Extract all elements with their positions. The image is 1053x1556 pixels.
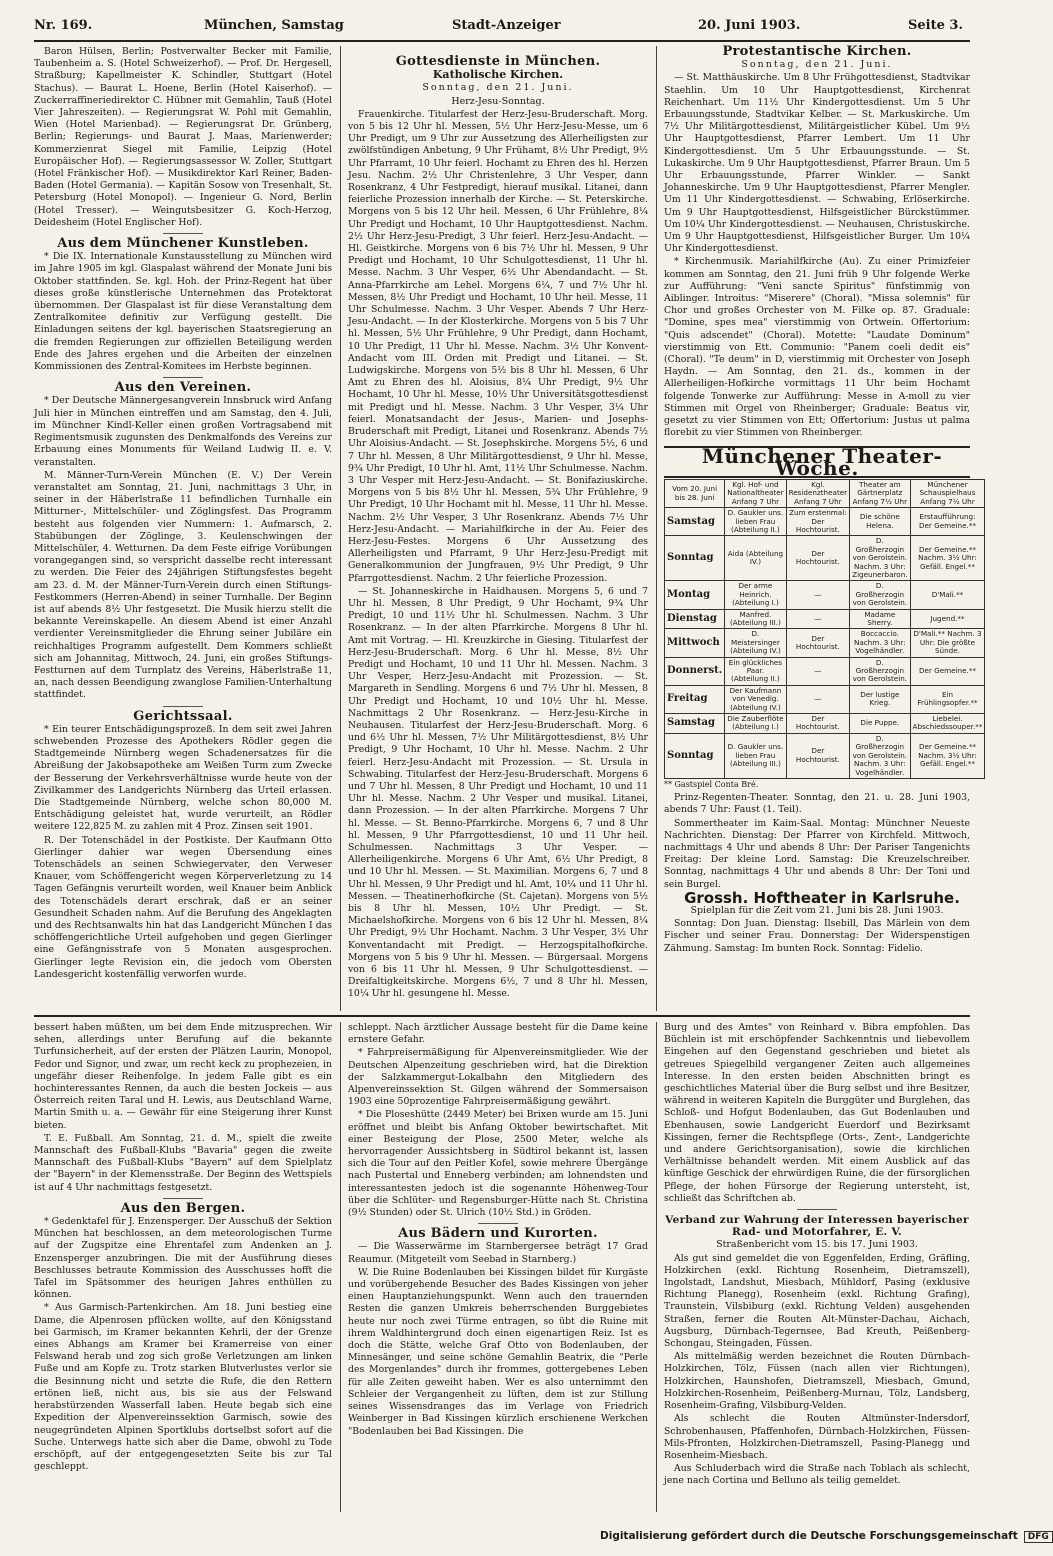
road-report-bad: Als schlecht die Routen Altmünster-Indersdorf, Schrobenhausen, Pfaffenhofen, Dürnbach-Holzkirchen, Füssen-Mils-Pfronten, Holzkirchen-Dietramszell, Pasing-Planegg und Rosenheim-Miesbach. — [664, 1413, 970, 1461]
karlsruhe-title: Grossh. Hoftheater in Karlsruhe. — [684, 888, 960, 907]
article-gericht-1: * Ein teurer Entschädigungsprozeß. In dem seit zwei Jahren schwebenden Prozesse des Apothekers Rödler gegen die Stadtgemeinde Nürnberg wegen Schadenersatzes für die Abreißung der Jakobsapotheke am Weißen Turm zum Zwecke der Besserung der Verkehrsverhältnisse wurde heute von der Zivilkammer des Landgerichts Nürnberg das Urteil erlassen. Die Stadtgemeinde Nürnberg, welche schon 80,000 M. Entschädigung geleistet hat, wurde verurteilt, an Rödler weitere 122,825 M. zu zahlen mit 4 Proz. Zinsen seit 1901. — [34, 723, 332, 833]
column-rule — [656, 1022, 657, 1512]
table-cell: Der Hochtourist. — [786, 536, 850, 581]
table-cell: Der Hochtourist. — [786, 714, 850, 734]
table-cell: D. Großherzogin von Gerolstein. — [850, 581, 910, 609]
table-row — [665, 508, 985, 536]
table-cell: — — [786, 581, 850, 609]
table-cell: Erstaufführung: Der Gemeine.** — [910, 508, 985, 536]
issue-date: 20. Juni 1903. — [698, 18, 801, 33]
day-cell: Mittwoch — [665, 629, 725, 657]
day-cell: Samstag — [665, 714, 725, 734]
city-day: München, Samstag — [204, 18, 344, 33]
heading-katholische: Katholische Kirchen. — [432, 68, 564, 82]
article-continuation: schleppt. Nach ärztlicher Aussage besteht für die Dame keine ernstere Gefahr. — [348, 1022, 648, 1046]
prinzregenten-theater: Prinz-Regenten-Theater. Sonntag, den 21. u. 28. Juni 1903, abends 7 Uhr: Faust (1. Teil). — [664, 792, 970, 816]
theater-col-national: Kgl. Hof- und Nationaltheater Anfang 7 Uhr — [725, 479, 786, 507]
section-radfahrer: Verband zur Wahrung der Interessen bayerischer Rad- und Motorfahrer, E. V. — [665, 1214, 969, 1239]
column-rule — [340, 46, 341, 1011]
issue-number: Nr. 169. — [34, 18, 93, 33]
table-cell: Die Puppe. — [850, 714, 910, 734]
table-cell: Jugend.** — [910, 609, 985, 629]
protestant-services: — St. Matthäuskirche. Um 8 Uhr Frühgottesdienst, Stadtvikar Staehlin. Um 10 Uhr Hauptgottesdienst, Kirchenrat Reichenhart. Um 11½ Uhr Kindergottesdienst. Um 5 Uhr Erbauungsstunde, Stadtvikar Kelber. — St. Markuskirche. Um 7½ Uhr Militärgottesdienst, Militärgeistlicher Kübel. Um 9½ Uhr Hauptgottesdienst, Pfarrer Lembert. Um 11 Uhr Kindergottesdienst. Um 5 Uhr Erbauungsstunde. — St. Lukaskirche. Um 9 Uhr Hauptgottesdienst, Pfarrer Braun. Um 5 Uhr Erbauungsstunde, Pfarrer Winkler. — Sankt Johanneskirche. Um 9 Uhr Hauptgottesdienst, Pfarrer Mengler. Um 11 Uhr Kindergottesdienst. — Schwabing, Erlöserkirche. Um 9 Uhr Hauptgottesdienst, Hilfsgeistlicher Bürckstümmer. Um 10¼ Uhr Kindergottesdienst. — Neuhausen, Christuskirche. Um 9 Uhr Hauptgottesdienst, Hilfsgeistlicher Burger. Um 10¼ Uhr Kindergottesdienst. — [664, 72, 970, 255]
table-row — [665, 685, 985, 713]
divider — [163, 1198, 203, 1199]
table-cell: Liebelei. Abschiedssouper.** — [910, 714, 985, 734]
table-cell: Madame Sherry. — [850, 609, 910, 629]
section-protestantische: Protestantische Kirchen. — [722, 44, 912, 59]
bottom-column-3 — [664, 1022, 970, 1512]
table-cell: Ein glückliches Paar. (Abteilung II.) — [725, 657, 786, 685]
catholic-services-2: — St. Johanneskirche in Haidhausen. Morgens 5, 6 und 7 Uhr hl. Messen, 8 Uhr Predigt, 9 Uhr Hochamt, 9¾ Uhr Predigt, 10 und 11½ Uhr hl. Schulmessen. Nachm. 3 Uhr Rosenkranz. — In der alten Pfarrkirche. Morgens 8 Uhr hl. Amt mit Vortrag. — Hl. Kreuzkirche in Giesing. Titularfest der Herz-Jesu-Bruderschaft. Morg. 6 Uhr hl. Messe, 8½ Uhr Predigt und Hochamt, 10 und 11 Uhr hl. Messen. Nachm. 3 Uhr Vesper, Herz-Jesu-Andacht mit Prozession. — St. Margareth in Sendling. Morgens 6 und 7½ Uhr hl. Messen, 8 Uhr Predigt und Hochamt, 10 und 10½ Uhr hl. Messe. Nachmittags 2 Uhr Rosenkranz. — Herz-Jesu-Kirche in Neuhausen. Titularfest der Herz-Jesu-Bruderschaft. Morg. 6 und 6½ Uhr hl. Messen, 7½ Uhr Militärgottesdienst, 8½ Uhr Predigt, 9 Uhr Hochamt, 10 Uhr hl. Messe. Nachm. 2 Uhr feierl. Herz-Jesu-Andacht mit Prozession. — St. Ursula in Schwabing. Titularfest der Herz-Jesu-Bruderschaft. Morgens 6 und 7 Uhr hl. Messen, 8 Uhr Predigt und Hochamt, 10 und 11 Uhr hl. Messe. Nachm. 2 Uhr Vesper und musikal. Litanei, dann Prozession. — In der alten Pfarrkirche. Morgens 7 Uhr hl. Messe. — St. Benno-Pfarrkirche. Morgens 6, 7 und 8 Uhr hl. Messen, 9 Uhr Pfarrgottesdienst, 10 und 11 Uhr heil. Schulmessen. Nachmittags 3 Uhr Vesper. — Allerheiligenkirche. Morgens 6 Uhr Amt, 6½ Uhr Predigt, 8 und 10 Uhr hl. Messen. — St. Maximilian. Morgens 6, 7 und 8 Uhr hl. Messen, 9 Uhr Predigt und hl. Amt, 10¼ und 11 Uhr hl. Messen. — Theatinerhofkirche (St. Cajetan). Morgens von 5½ bis 8 Uhr hl. Messen, 10½ Uhr Predigt. — St. Michaelshofkirche. Morgens von 6 bis 12 Uhr hl. Messen, 8¼ Uhr Predigt, 9½ Uhr Hochamt. Nachm. 3 Uhr Vesper, 3½ Uhr Konventandacht mit Predigt. — Herzogspitalhofkirche. Morgens von 5 bis 9 Uhr hl. Messen. — Bürgersaal. Morgens von 6 bis 11 Uhr hl. Messen, 9 Uhr Schulgottesdienst. — Dreifaltigkeitskirche. Morgens 6½, 7 und 8 Uhr hl. Messen, 10¼ Uhr hl. gesungene hl. Messe. — [348, 585, 648, 1000]
feast-name: Herz-Jesu-Sonntag. — [451, 95, 545, 107]
table-cell: D'Mali.** Nachm. 3 Uhr: Die größte Sünde. — [910, 629, 985, 657]
theater-col-residenz: Kgl. Residenztheater Anfang 7 Uhr — [786, 479, 850, 507]
article-rennen: bessert haben müßten, um bei dem Ende mitzusprechen. Wir sehen, allerdings unter Berufung auf die bekannte Turfunsicherheit, auf der ersten der Plätzen Laurin, Monopol, Fedor und Signor, und zwar, um recht keck zu prophezeien, in ungefähr dieser Reihenfolge. In jedem Falle gibt es ein hochinteressantes Rennen, da auch die besten Jockeis — aus Österreich reiten Taral und H. Lewis, aus Deutschland Warne, Martin Smith u. a. — Gewähr für eine Steigerung ihrer Kunst bieten. — [34, 1022, 332, 1131]
article-bodenlauben-cont: Burg und des Amtes" von Reinhard v. Bibra empfohlen. Das Büchlein ist mit erschöpfender Sachkenntnis und liebevollem Eingehen auf den Gegenstand geschrieben und bietet als getreues Spiegelbild vergangener Zeiten auch allgemeines Interesse. In den ersten beiden Abschnitten bringt es geschichtliches Material über die Burg selbst und ihre Besitzer, während in weiteren Kapiteln die Burggüter und Burglehen, das Schloß- und Hofgut Bodenlauben, das Gut Bodenlauben und Ebenhausen, sowie Landgericht Euerdorf und Bezirksamt Kissingen, ferner die Rechtspflege (Orts-, Zent-, Landgerichte und andere Gerichtsorganisation), sowie die kirchlichen Verhältnisse behandelt werden. Mit einem Ausblick auf das künftige Geschick der ehrwürdigen Ruine, die der fürsorglichen Pflege, der hohen Fürsorge der Regierung untersteht, ist, schließt das Schriftchen ab. — [664, 1022, 970, 1204]
theater-table — [664, 479, 985, 779]
theater-col-period: Vom 20. Juni bis 28. Juni — [665, 479, 725, 507]
column-rule — [340, 1022, 341, 1512]
catholic-services-1: Frauenkirche. Titularfest der Herz-Jesu-Bruderschaft. Morg. von 5 bis 12 Uhr hl. Messen, 5½ Uhr Herz-Jesu-Messe, um 6 Uhr Predigt, um 9 Uhr zur Aussetzung des Allerheiligsten zur zwölfstündigen Anbetung, 9 Uhr Frühamt, 8½ Uhr Predigt, 9½ Uhr Pfarramt, 10 Uhr feierl. Hochamt zu Ehren des hl. Herzen Jesu. Nachm. 2½ Uhr Christenlehre, 3 Uhr Vesper, dann Rosenkranz, 4 Uhr Festpredigt, hierauf musikal. Litanei, dann feierliche Prozession innerhalb der Kirche. — St. Peterskirche. Morgens von 5 bis 12 Uhr heil. Messen, 6 Uhr Frühlehre, 8¼ Uhr Predigt und Hochamt, 10 Uhr Hauptgottesdienst. Nachm. 2½ Uhr Herz-Jesu-Predigt, 3 Uhr feierl. Herz-Jesu-Andacht. — Hl. Geistkirche. Morgens von 6 bis 7½ Uhr hl. Messen, 9 Uhr Predigt und Hochamt, 10 Uhr Schulgottesdienst, 11 Uhr hl. Messe. Nachm. 3 Uhr Vesper, 6½ Uhr Abendandacht. — St. Anna-Pfarrkirche am Lehel. Morgens 6¼, 7 und 7½ Uhr hl. Messen, 8½ Uhr Predigt und Hochamt, 10 Uhr heil. Messe, 11 Uhr Schulmesse. Nachm. 3 Uhr Vesper. Abends 7 Uhr Herz-Jesu-Andacht. — In der Klosterkirche. Morgens von 5 bis 7 Uhr hl. Messen, 5½ Uhr Frühlehre, 9 Uhr Predigt, dann Hochamt, 10 Uhr Predigt, 11 Uhr hl. Messe. Nachm. 3½ Uhr Konvent-Andacht vom III. Orden mit Predigt und Litanei. — St. Ludwigskirche. Morgens von 5½ bis 8 Uhr hl. Messen, 6 Uhr Amt zu Ehren des hl. Aloisius, 8¼ Uhr Predigt, 9½ Uhr Hochamt, 10 Uhr hl. Messe, 10½ Uhr Universitätsgottesdienst mit Predigt und hl. Messe. Nachm. 3 Uhr Vesper, 3¼ Uhr feierl. Monatsandacht der Jesus-, Marien- und Josephs-Bruderschaft mit Predigt, Litanei und Rosenkranz. Abends 7½ Uhr Aloisius-Andacht. — St. Josephskirche. Morgens 5½, 6 und 7 Uhr hl. Messen, 8 Uhr Militärgottesdienst, 9 Uhr hl. Messe, 9¾ Uhr Predigt, 10 Uhr hl. Amt, 11½ Uhr Schulmesse. Nachm. 3 Uhr Vesper mit Herz-Jesu-Andacht. — St. Bonifaziuskirche. Morgens von 5 bis 8½ Uhr hl. Messen, 5¾ Uhr Frühlehre, 9 Uhr Predigt, 10 Uhr Hochamt mit hl. Messe, 11 Uhr hl. Messe. Nachm. 2½ Uhr Vesper, 3 Uhr Rosenkranz. Abends 7½ Uhr Herz-Jesu-Andacht. — Mariahilfkirche in der Au. Feier des Herz-Jesu-Festes. Morgens 6 Uhr Aussetzung des Allerheiligsten und Pfarramt, 9 Uhr Herz-Jesu-Predigt mit Generalkommunion der Jungfrauen, 9½ Uhr Predigt, 9 Uhr Pfarrgottesdienst. Nachm. 2 Uhr feierliche Prozession. — [348, 108, 648, 584]
day-cell: Freitag — [665, 685, 725, 713]
table-cell: Zum erstenmal: Der Hochtourist. — [786, 508, 850, 536]
table-cell: Manfred. (Abteilung III.) — [725, 609, 786, 629]
paper-name: Stadt-Anzeiger — [452, 18, 561, 33]
bottom-column-1 — [34, 1022, 332, 1512]
divider — [163, 233, 203, 234]
theater-table-body — [665, 508, 985, 779]
digitization-footer — [600, 1530, 1053, 1543]
divider — [797, 1209, 837, 1210]
section-kunstleben: Aus dem Münchener Kunstleben. — [57, 236, 309, 252]
section-bergen: Aus den Bergen. — [120, 1200, 246, 1216]
theater-week-title: Münchener Theater-Woche. — [664, 446, 970, 478]
table-cell: Die schöne Helena. — [850, 508, 910, 536]
section-vereine: Aus den Vereinen. — [114, 380, 252, 396]
column-rule — [656, 46, 657, 1011]
table-cell: D. Großherzogin von Gerolstein. Nachm. 3 Uhr: Vogelhändler. — [850, 733, 910, 778]
section-baedern: Aus Bädern und Kurorten. — [398, 1226, 598, 1242]
table-cell: D. Großherzogin von Gerolstein. Nachm. 3 Uhr: Zigeunerbaron. — [850, 536, 910, 581]
day-cell: Sonntag — [665, 733, 725, 778]
theater-footnote: ** Gastspiel Conta Bré. — [664, 779, 759, 789]
table-cell: Der Gemeine.** — [910, 657, 985, 685]
theater-table-header — [665, 479, 985, 507]
table-cell: Der Kaufmann von Venedig. (Abteilung IV.) — [725, 685, 786, 713]
table-cell: D. Gaukler uns. lieben Frau (Abteilung II.) — [725, 508, 786, 536]
divider — [478, 1223, 518, 1224]
table-row — [665, 629, 985, 657]
article-plosehuette: * Die Ploseshütte (2449 Meter) bei Brixen wurde am 15. Juni eröffnet und bleibt bis Anfang Oktober bewirtschaftet. Mit einer Besteigung der Plose, 2500 Meter, welche als hervorragender Aussichtsberg in Südtirol bekannt ist, lassen sich die Tour auf den Peitler Kofel, sowie mehrere Übergänge nach Pustertal und Enneberg verbinden; am lohnendsten und interessantesten jedoch ist die sogenannte Höhenweg-Tour über die Schlüter- und Regensburger-Hütte nach St. Christina (9½ Stunden) oder St. Ulrich (10½ Std.) in Gröden. — [348, 1109, 648, 1219]
section-gerichtssaal: Gerichtssaal. — [133, 708, 233, 724]
table-cell: D'Mali.** — [910, 581, 985, 609]
table-cell: Der lustige Krieg. — [850, 685, 910, 713]
table-cell: Der Gemeine.** Nachm. 3½ Uhr: Gefäll. Engel.** — [910, 733, 985, 778]
table-cell: D. Meistersinger (Abteilung IV.) — [725, 629, 786, 657]
theater-col-gaertnerplatz: Theater am Gärtnerplatz Anfang 7½ Uhr — [850, 479, 910, 507]
day-cell: Donnerst. — [665, 657, 725, 685]
article-vereine-2: M. Männer-Turn-Verein München (E. V.) Der Verein veranstaltet am Sonntag, 21. Juni, nachmittags 3 Uhr, in seiner in der Häberlstraße 11 befindlichen Turnhalle ein Mitturner-, Mittelschüler- und Zöglingsfest. Das Programm besteht aus folgenden vier Nummern: 1. Aufmarsch, 2. Stabübungen der Zöglinge, 3. Keulenschwingen der Mittelschüler, 4. Wetturnen. Da dem Feste eifrige Vorübungen vorangegangen sind, so verspricht dasselbe recht interessant zu werden. Die Feier des 24jährigen Stiftungsfestes begeht am 23. d. M. der Männer-Turn-Verein durch einen Stiftungs-Festkommers (Herren-Abend) in seiner Turnhalle. Der Beginn ist auf abends 8½ Uhr festgesetzt. Die Musik hierzu stellt die bekannte Vereinskapelle. An diesem Abend ist einer Anzahl verdienter Vereinsmitglieder die Ehrung seiner Jubiläre ein reichhaltiges Programm aufgestellt. Dem Kommers schließt sich am Johannitag, Mittwoch, 24. Juni, ein großes Stiftungs-Festturnen auf dem Turnplatz des Vereins, Häberlstraße 11, an, nach dessen Beendigung zwanglose Familien-Unterhaltung stattfindet. — [34, 469, 332, 701]
road-report-good: Als gut sind gemeldet die von Eggenfelden, Erding, Gräfling, Holzkirchen (exkl. Richtung Rosenheim, Dietramszell), Ingolstadt, Landshut, Miesbach, Mühldorf, Pasing (exklusive Richtung Planegg), Rosenheim (exkl. Richtung Grafing), Traunstein, Vilsbiburg (exkl. Richtung Velden) ausgehenden Straßen, ferner die Routen Alt-Münster-Dachau, Aichach, Augsburg, Dürnbach-Tegernsee, Bad Kreuth, Peißenberg-Schongau, Steingaden, Füssen. — [664, 1252, 970, 1350]
table-row — [665, 536, 985, 581]
day-cell: Sonntag — [665, 536, 725, 581]
page-number: Seite 3. — [908, 18, 963, 33]
karlsruhe-program: Sonntag: Don Juan. Dienstag: Ilsebill, Das Märlein von dem Fischer und seiner Frau. Donnerstag: Der Widerspenstigen Zähmung. Samstag: Im bunten Rock. Sonntag: Fidelio. — [664, 918, 970, 954]
day-cell: Montag — [665, 581, 725, 609]
divider — [163, 377, 203, 378]
article-kirchenmusik: * Kirchenmusik. Mariahilfkirche (Au). Zu einer Primizfeier kommen am Sonntag, den 21. Juni früh 9 Uhr folgende Werke zur Aufführung: "Veni sancte Spiritus" fünfstimmig von Aiblinger. Introitus: "Miserere" (Choral). "Missa solemnis" für Chor und großes Orchester von M. Filke op. 87. Graduale: "Domine, spes mea" vierstimmig von Ortwein. Offertorium: "Quis adscendet" (Choral). Motette: "Laudate Dominum" vierstimmig von Ett. Communio: "Panem coeli dedit eis" (Choral). "Te deum" in D, vierstimmig mit Orchester von Joseph Haydn. — Am Sonntag, den 21. ds., kommen in der Allerheiligen-Hofkirche vormittags 11 Uhr beim Hochamt folgende Tonwerke zur Aufführung: Messe in A-moll zu vier Stimmen mit Orgel von Rheinberger; Graduale: Beatus vir, gesetzt zu vier Stimmen von Ett; Offertorium: Justus ut palma florebit zu vier Stimmen von Rheinberger. — [664, 256, 970, 439]
road-report-schluderbach: Aus Schluderbach wird die Straße nach Toblach als schlecht, jene nach Cortina und Belluno als teilig gemeldet. — [664, 1463, 970, 1487]
footer-text: Digitalisierung gefördert durch die Deutsche Forschungsgemeinschaft — [600, 1530, 1018, 1542]
article-gericht-2: R. Der Totenschädel in der Postkiste. Der Kaufmann Otto Gierlinger dahier war wegen Übersendung eines Totenschädels an seinen Schwiegervater, den Verweser Knauer, vom Schöffengericht wegen Körperverletzung zu 14 Tagen Gefängnis verurteilt worden, weil Knauer beim Anblick des Totenschädels derart erschrak, daß er an seiner Gesundheit Schaden nahm. Auf die Berufung des Angeklagten und des Rechtsanwalts hin hat das Landgericht München I das schöffengerichtliche Urteil aufgehoben und gegen Gierlinger eine Gefängnisstrafe von 5 Monaten ausgesprochen. Gierlinger legte Revision ein, die jedoch vom Obersten Landesgericht kostenfällig verworfen wurde. — [34, 834, 332, 980]
table-cell: Der Hochtourist. — [786, 629, 850, 657]
article-gedenktafel: * Gedenktafel für J. Enzensperger. Der Ausschuß der Sektion München hat beschlossen, an dem meteorologischen Turme auf der Zugspitze eine Ehrentafel zum Andenken an J. Enzensperger anzubringen. Die mit der Ausführung dieses Beschlusses betraute Kommission des Ausschusses hofft die Tafel im Spätsommer des heurigen Jahres enthüllen zu können. — [34, 1216, 332, 1301]
table-row — [665, 657, 985, 685]
karlsruhe-subtitle: Spielplan für die Zeit vom 21. Juni bis 28. Juni 1903. — [690, 904, 944, 916]
table-cell: — — [786, 685, 850, 713]
table-cell: Boccaccio. Nachm. 3 Uhr: Vogelhändler. — [850, 629, 910, 657]
table-cell: Der arme Heinrich. (Abteilung I.) — [725, 581, 786, 609]
section-gottesdienste: Gottesdienste in München. — [395, 54, 601, 69]
article-kunst: * Die IX. Internationale Kunstausstellung zu München wird im Jahre 1905 im kgl. Glaspalast während der Monate Juni bis Oktober stattfinden. Se. kgl. Hoh. der Prinz-Regent hat über dieses große künstlerische Unternehmen das Protektorat übernommen. Der Glaspalast ist für diese Veranstaltung dem Zentralkomitee definitiv zur Verfügung gestellt. Die Einladungen seitens der kgl. bayerischen Staatsregierung an die fremden Regierungen zur offiziellen Beteiligung werden Ende des Jahres ergehen und die Arbeiten der einzelnen Kommissionen des Zentral-Komitees im Herbste beginnen. — [34, 251, 332, 373]
table-cell: D. Großherzogin von Gerolstein. — [850, 657, 910, 685]
sunday-date: Sonntag, den 21. Juni. — [422, 82, 574, 94]
day-cell: Samstag — [665, 508, 725, 536]
divider — [163, 706, 203, 707]
article-wasserwaerme: — Die Wasserwärme im Starnbergersee beträgt 17 Grad Reaumur. (Mitgeteilt vom Seebad in Starnberg.) — [348, 1241, 648, 1265]
theater-col-schauspielhaus: Münchener Schauspielhaus Anfang 7½ Uhr — [910, 479, 985, 507]
hotel-guests: Baron Hülsen, Berlin; Postverwalter Becker mit Familie, Taubenheim a. S. (Hotel Schweizerhof). — Prof. Dr. Hergesell, Straßburg; Kapellmeister K. Schindler, Stuttgart (Hotel Stachus). — Baurat L. Hoene, Berlin (Hotel Kaiserhof). — Zuckerraffineriedirektor C. Hübner mit Gemahlin, Tauß (Hotel Vier Jahreszeiten). — Regierungsrat W. Pohl mit Gemahlin, Wien (Hotel Marienbad). — Regierungsrat Dr. Grünberg, Berlin; Regierungs- und Baurat J. Maas, Marienwerder; Kommerzienrat Siegel mit Familie, Leipzig (Hotel Europäischer Hof). — Regierungsassessor W. Zoller, Stuttgart (Hotel Fränkischer Hof). — Musikdirektor Karl Reiner, Baden-Baden (Hotel Germania). — Kapitän Sosow von Tresenhalt, St. Petersburg (Hotel Monopol). — Ingenieur G. Nord, Berlin (Hotel Tresser). — Weingutsbesitzer G. Koch-Herzog, Deidesheim (Hotel Englischer Hof). — [34, 46, 332, 228]
table-row — [665, 609, 985, 629]
article-fahrpreis: * Fahrpreisermäßigung für Alpenvereinsmitglieder. Wie der Deutschen Alpenzeitung geschrieben wird, hat die Direktion der Salzkammergut-Lokalbahn den Mitgliedern des Alpenvereinssektion St. Gilgen während der Sommersaison 1903 eine 50prozentige Fahrpreisermäßigung gewährt. — [348, 1047, 648, 1108]
bottom-column-2 — [348, 1022, 648, 1512]
column-2 — [348, 46, 648, 1011]
table-cell: Aida (Abteilung IV.) — [725, 536, 786, 581]
day-cell: Dienstag — [665, 609, 725, 629]
table-cell: Ein Frühlingsopfer.** — [910, 685, 985, 713]
table-cell: — — [786, 609, 850, 629]
column-3 — [664, 44, 983, 1011]
table-cell: Der Hochtourist. — [786, 733, 850, 778]
article-bodenlauben: W. Die Ruine Bodenlauben bei Kissingen bildet für Kurgäste und vorübergehende Besucher des Bades Kissingen von jeher einen Hauptanziehungspunkt. Wenn auch den trauernden Resten die ganzen Umkreis beherrschenden Burggebietes heute nur noch zwei Türme entragen, so übt die Ruine mit ihrem Waldhintergrund doch einen eigenartigen Reiz. Ist es doch die Stätte, welche Graf Otto von Bodenlauben, der Minnesänger, und seine schöne Gemahlin Beatrix, die "Perle des Morgenlandes" durch ihr frommes, gottergebenes Leben für alle Zeiten geweiht haben. Wer es also unternimmt den Schleier der Vergangenheit zu lüften, dem ist zur Stillung seines Wissensdranges das im Verlage von Friedrich Weinberger in Bad Kissingen kürzlich erschienene Werkchen "Bodenlauben bei Bad Kissingen. Die — [348, 1266, 648, 1437]
table-row — [665, 714, 985, 734]
table-row — [665, 733, 985, 778]
table-row — [665, 581, 985, 609]
article-vereine-1: * Der Deutsche Männergesangverein Innsbruck wird Anfang Juli hier in München eintreffen und am Samstag, den 4. Juli, im Münchner Kindl-Keller einen großen Vortragsabend mit Regimentsmusik zugunsten des Denkmalfonds des Vereins zur Erbauung eines Monuments für Weiland Ludwig II. e. V. veranstalten. — [34, 395, 332, 468]
page-header — [34, 14, 970, 42]
table-cell: Die Zauberflöte (Abteilung I.) — [725, 714, 786, 734]
kaim-saal: Sommertheater im Kaim-Saal. Montag: Münchner Neueste Nachrichten. Dienstag: Der Pfarrer von Kirchfeld. Mittwoch, nachmittags 4 Uhr und abends 8 Uhr: Der Pariser Tangenichts Freitag: Der kleine Lord. Samstag: Die Kreuzelschreiber. Sonntag, nachmittags 4 Uhr und abends 8 Uhr: Der Toni und sein Burgel. — [664, 817, 970, 890]
newspaper-page — [34, 14, 983, 1514]
table-cell: Der Gemeine.** Nachm. 3½ Uhr: Gefäll. Engel.** — [910, 536, 985, 581]
article-garmisch: * Aus Garmisch-Partenkirchen. Am 18. Juni bestieg eine Dame, die Alpenrosen pflücken wollte, auf den Königsstand bei Garmisch, im Kramer bekannten Kehrli, der der Grenze eines Abhangs am Kramer bei Kramerreise von einer Felswand herab und zog sich große Verletzungen am linken Fuße und am Kopfe zu. Trotz starken Blutverlustes verlor sie die Besinnung nicht und setzte die Rufe, die den Rettern ertönen ließ, nicht aus, bis sie aus der Felswand herabstürzenden Wasserfall laben. Heute begab sich eine Expedition der Alpenvereinssektion Garmisch, sowie des neugegründeten Alpinen Sportklubs dortselbst sofort auf die Suche. Unterwegs hatte sich aber die Dame, obwohl zu Tode erschöpft, auf der entgegengesetzten Seite bis zur Tal geschleppt. — [34, 1302, 332, 1473]
road-report-date: Straßenbericht vom 15. bis 17. Juni 1903. — [716, 1239, 918, 1251]
column-1 — [34, 46, 332, 1011]
table-cell: D. Gaukler uns. lieben Frau (Abteilung III.) — [725, 733, 786, 778]
dfg-logo: DFG — [1024, 1531, 1053, 1543]
protestant-date: Sonntag, den 21. Juni. — [741, 59, 893, 71]
article-fussball: T. E. Fußball. Am Sonntag, 21. d. M., spielt die zweite Mannschaft des Fußball-Klubs "Bavaria" gegen die zweite Mannschaft des Fußball-Klubs "Bayern" auf dem Spielplatz der "Bayern" in der Klemensstraße. Der Beginn des Wettspiels ist auf 4 Uhr nachmittags festgesetzt. — [34, 1132, 332, 1193]
page-divider — [34, 1015, 970, 1017]
table-cell: — — [786, 657, 850, 685]
road-report-medium: Als mittelmäßig werden bezeichnet die Routen Dürnbach-Holzkirchen, Tölz, Füssen (nach allen vier Richtungen), Holzkirchen, Haunshofen, Dietramszell, Miesbach, Gmund, Holzkirchen-Rosenheim, Peißenberg-Murnau, Tölz, Landsberg, Rosenheim-Grafing, Vilsbiburg-Velden. — [664, 1351, 970, 1412]
